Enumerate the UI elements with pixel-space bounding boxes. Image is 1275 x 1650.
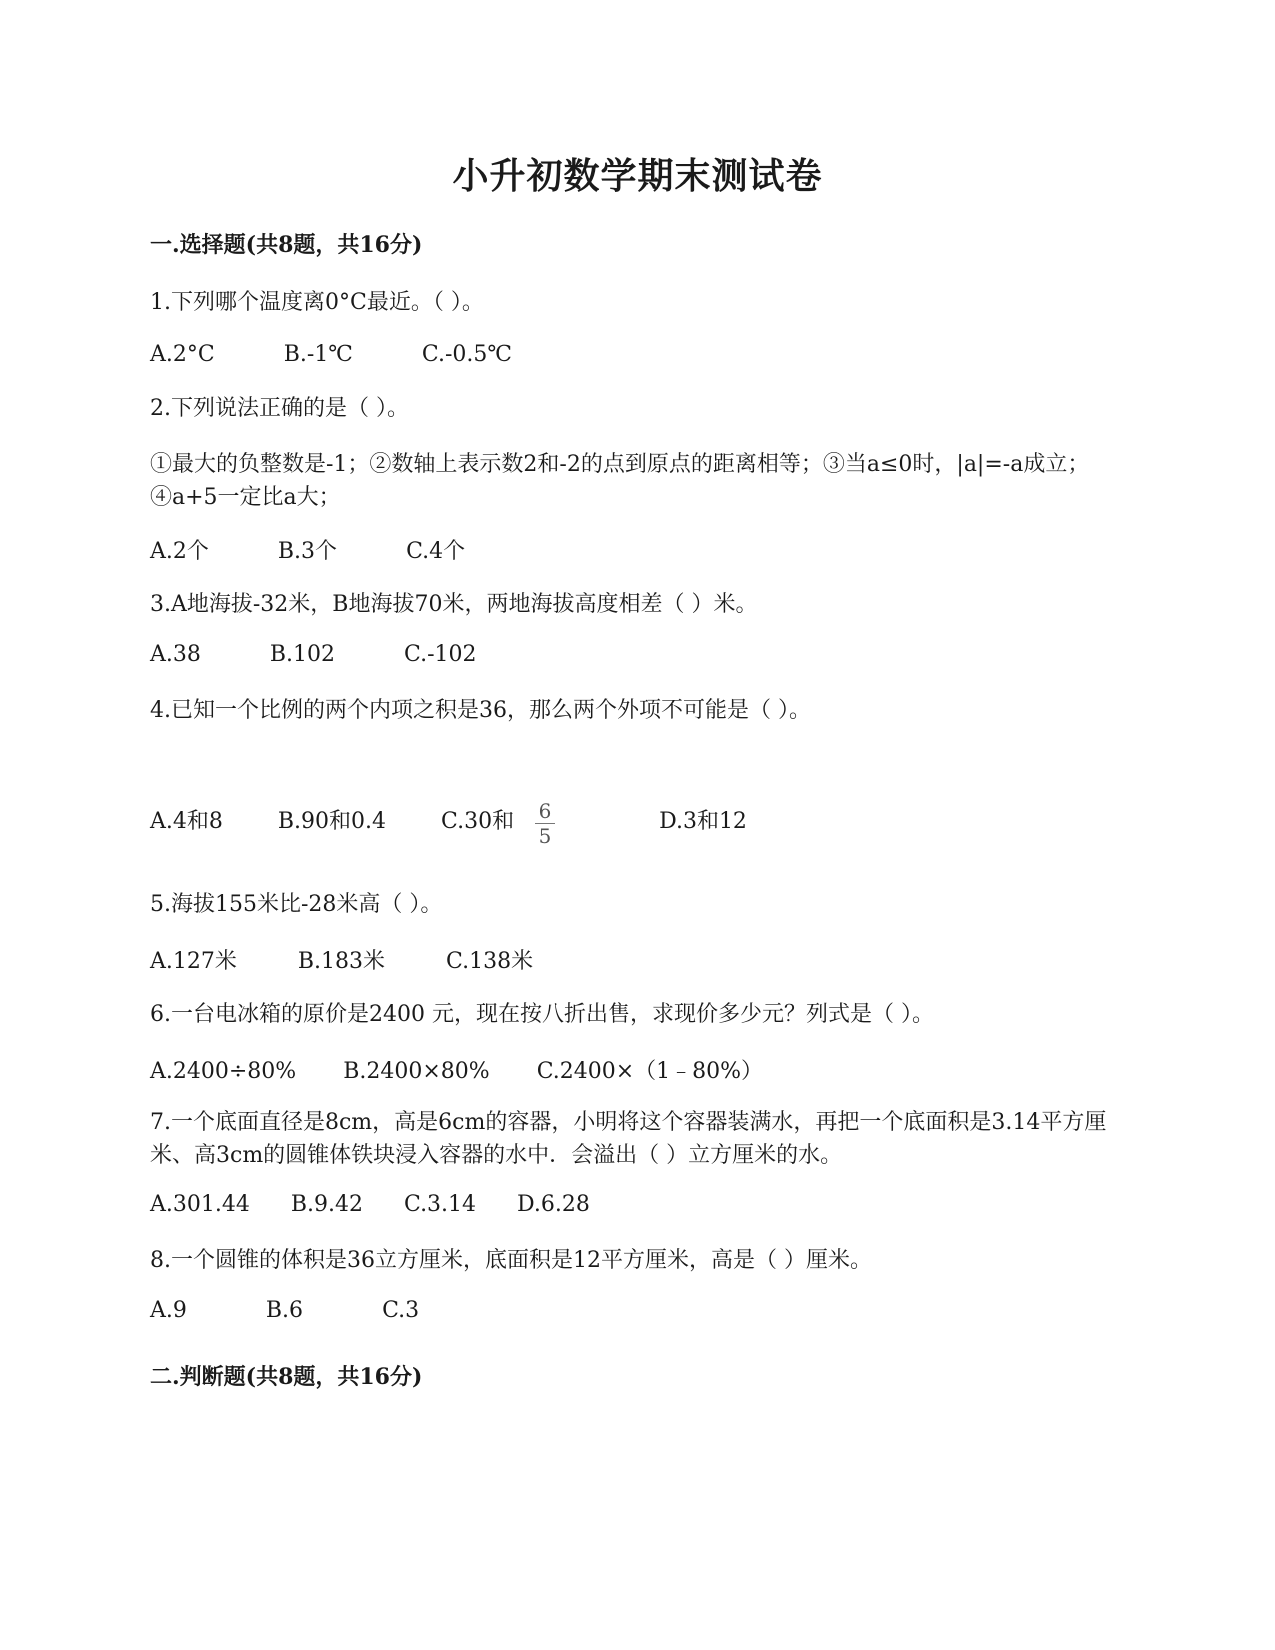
question-5-option-a: A.127米 (150, 949, 237, 974)
question-8-option-a: A.9 (150, 1298, 187, 1323)
question-1-stem: 1.下列哪个温度离0°C最近。（ ）。 (150, 290, 484, 315)
question-5-options (150, 944, 533, 975)
question-3-option-b: B.102 (269, 642, 336, 667)
question-5-option-b: B.183米 (297, 949, 386, 974)
question-5-option-c: C.138米 (446, 949, 534, 974)
question-1-option-c: C.-0.5℃ (421, 342, 512, 367)
fraction-denominator: 5 (538, 824, 552, 848)
question-7-option-c: C.3.14 (404, 1192, 477, 1217)
question-6-option-c: C.2400×（1﹣80%） (536, 1059, 764, 1084)
question-1-option-a: A.2°C (150, 342, 215, 367)
question-7-option-a: A.301.44 (150, 1192, 250, 1217)
question-4-option-d: D.3和12 (659, 809, 747, 834)
question-5-stem: 5.海拔155米比-28米高（ ）。 (150, 892, 443, 917)
question-2-statement: ①最大的负整数是-1；②数轴上表示数2和-2的点到原点的距离相等；③当a≤0时，|a|=-a成立；④a+5一定比a大； (150, 452, 1090, 510)
question-4-option-a: A.4和8 (150, 809, 223, 834)
question-4-option-c: C.30和 (441, 809, 515, 834)
question-2-stem: 2.下列说法正确的是（ ）。 (150, 396, 409, 421)
question-7-option-d: D.6.28 (517, 1192, 590, 1217)
question-8-options (150, 1298, 419, 1323)
question-6-stem: 6.一台电冰箱的原价是2400 元，现在按八折出售，求现价多少元？列式是（ ）。 (150, 1002, 934, 1027)
question-8-stem: 8.一个圆锥的体积是36立方厘米，底面积是12平方厘米，高是（ ）厘米。 (150, 1248, 872, 1273)
question-6-option-a: A.2400÷80% (150, 1059, 297, 1084)
question-6-option-b: B.2400×80% (343, 1059, 490, 1084)
question-7-option-b: B.9.42 (290, 1192, 364, 1217)
question-3-options (150, 642, 477, 667)
question-2-options (150, 534, 465, 565)
page-title: 小升初数学期末测试卷 (452, 155, 823, 197)
question-2-option-b: B.3个 (277, 539, 338, 564)
question-2-option-c: C.4个 (406, 539, 466, 564)
question-3-option-c: C.-102 (404, 642, 477, 667)
question-3-option-a: A.38 (150, 642, 201, 667)
question-6-options (150, 1054, 763, 1085)
section-heading-choice: 一.选择题(共8题，共16分) (150, 232, 423, 258)
question-2-option-a: A.2个 (150, 539, 209, 564)
question-1-options (150, 342, 512, 367)
question-8-option-c: C.3 (382, 1298, 420, 1323)
section-heading-judgement: 二.判断题(共8题，共16分) (150, 1364, 423, 1390)
question-1-option-b: B.-1℃ (283, 342, 353, 367)
fraction-numerator: 6 (538, 799, 552, 823)
question-4-stem: 4.已知一个比例的两个内项之积是36，那么两个外项不可能是（ ）。 (150, 698, 811, 723)
question-7-options (150, 1192, 590, 1217)
question-4-option-b: B.90和0.4 (277, 809, 387, 834)
question-4-options (150, 804, 747, 835)
question-8-option-b: B.6 (265, 1298, 304, 1323)
question-3-stem: 3.A地海拔-32米，B地海拔70米，两地海拔高度相差（ ）米。 (150, 592, 758, 617)
question-7-stem: 7.一个底面直径是8cm，高是6cm的容器，小明将这个容器装满水，再把一个底面积是3.14平方厘米、高3cm的圆锥体铁块浸入容器的水中．会溢出（ ）立方厘米的水。 (150, 1110, 1107, 1168)
